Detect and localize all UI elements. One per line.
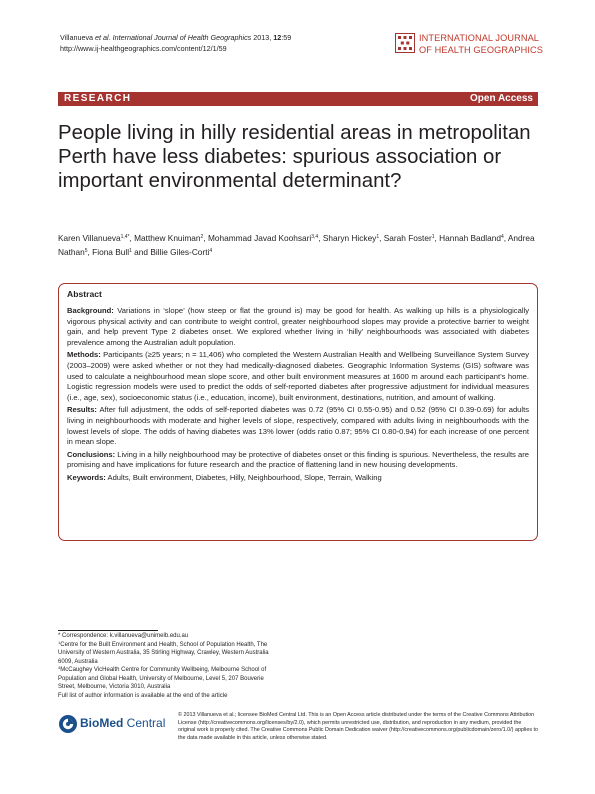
author-name: Matthew Knuiman [134,233,201,243]
running-header [60,33,291,54]
article-title: People living in hilly residential areas in metropolitan Perth have less diabetes: spurious association or important environmental determinant? [58,122,531,193]
author-affiliation-marker: 1 [129,248,132,254]
citation-line: Villanueva et al. International Journal of Health Geographics 2013, 12:59 [60,33,292,42]
author-name: Karen Villanueva [58,233,121,243]
author-name: Sharyn Hickey [322,233,377,243]
citation-journal: et al. International Journal of Health Geographics [95,33,252,42]
author-name: Andrea Nathan [58,233,535,257]
biomed-central-icon [58,714,78,734]
abstract-conclusions: Conclusions: Living in a hilly neighbourhood may be protective of diabetes onset or this finding is spurious. Nevertheless, the results are promising and have implications for future research and the practice of flattening land in new housing developments. [67,449,529,470]
author-name: Hannah Badland [439,233,501,243]
journal-name: INTERNATIONAL JOURNAL OF HEALTH GEOGRAPHICS [419,33,543,55]
abstract-box [58,283,538,541]
abstract-heading: Abstract [67,289,102,299]
abstract-keywords: Keywords: Adults, Built environment, Diabetes, Hilly, Neighbourhood, Slope, Terrain, Walking [67,472,382,482]
author-info-note: Full list of author information is available at the end of the article [58,692,228,699]
open-access-label: Open Access [470,93,533,104]
publisher-name: BioMed [80,716,124,730]
author-affiliation-marker: 1 [376,234,380,240]
author-name: Sarah Foster [383,233,432,243]
citation-volume: 12 [273,33,282,42]
author-affiliation-marker: 1 [431,234,435,240]
abstract-background: Background: Variations in ‘slope’ (how steep or flat the ground is) may be good for health. As walking up hills is a physiologically vigorous physical activity and can contribute to weight control, greater neighbourhood slopes may provide a protective barrier to weight gain, and help prevent Type 2 diabetes onset. We explored whether living in ‘hilly’ neighbourhoods was associated with diabetes prevalence among the Australian adult population. [67,306,529,347]
affiliation-4: $^4$McCaughey VicHealth Centre for Community Wellbeing, Melbourne School of Population and Global Health, University of Melbourne, Level 5, 207 Bouverie Street, Melbourne, Victoria 3010, Australia [58,665,267,690]
correspondence: * Correspondence: k.villanueva@unimelb.edu.au [58,633,189,639]
author-affiliation-marker: 2 [200,234,204,240]
author-affiliation-marker: 3,4 [311,234,319,240]
abstract-results: Results: After full adjustment, the odds of self-reported diabetes was 0.72 (95% CI 0.55-0.95) and 0.52 (95% CI 0.39-0.69) for adults living in neighbourhoods with moderate and higher levels of slope, respectively, compared with adults living in neighbourhoods with the lowest levels of slope. The odds of having diabetes was 13% lower (odds ratio 0.87; 95% CI 0.80-0.94) for each increase of one percent in mean slope. [67,405,529,447]
section-band [58,92,538,106]
article-url[interactable]: http://www.ij-healthgeographics.com/content/12/1/59 [60,43,227,53]
license-text: © 2013 Villanueva et al.; licensee BioMed Central Ltd. This is an Open Access article distributed under the terms of the Creative Commons Attribution License (http://creativecommons.org/licenses/by/2.0), which permits unrestricted use, distribution, and reproduction in any medium, provided the original work is properly cited. The Creative Commons Public Domain Dedication waiver (http://creativecommons.org/publicdomain/zero/1.0/) applies to the data made available in this article, unless otherwise stated. [178,712,539,742]
publisher-logo: BioMed Central [58,714,178,736]
author-affiliation-marker: 1,4* [120,234,130,240]
journal-logo-icon [395,33,415,53]
author-name: Billie Giles-Corti [150,247,210,257]
author-list: Karen Villanueva$^{1,4*}$, Matthew Knuiman$^2$, Mohammad Javad Koohsari$^{3,4}$, Sharyn Hickey$^1$, Sarah Foster$^1$, Hannah Badland$^4$, Andrea Nathan$^5$, Fiona Bull$^1$ and Billie Giles-Corti$^4$ [58,233,535,257]
author-affiliation-marker: 4 [500,234,504,240]
footnotes [58,632,273,700]
author-affiliation-marker: 5 [84,248,88,254]
author-name: Fiona Bull [92,247,130,257]
abstract-methods: Methods: Participants (≥25 years; n = 11,406) who completed the Western Australian Health and Wellbeing Surveillance System Survey (2003–2009) were asked whether or not they had medically-diagnosed diabetes. Geographic Information Systems (GIS) software was used to calculate a neighbourhood mean slope score, and other built environment measures at 1600 m around each participant’s home. Logistic regression models were used to predict the odds of self-reported diabetes after progressive adjustment for individual measures (i.e., age, sex), socioeconomic status (i.e., education, income), built environment, destinations, nutrition, and amount of walking. [67,350,529,402]
section-label: RESEARCH [64,93,132,104]
footnote-rule [58,630,158,631]
author-name: Mohammad Javad Koohsari [207,233,312,243]
affiliation-1: $^1$Centre for the Built Environment and Health, School of Population Health, The University of Western Australia, 35 Stirling Highway, Crawley, Western Australia 6009, Australia [58,639,269,665]
author-affiliation-marker: 4 [209,248,213,254]
